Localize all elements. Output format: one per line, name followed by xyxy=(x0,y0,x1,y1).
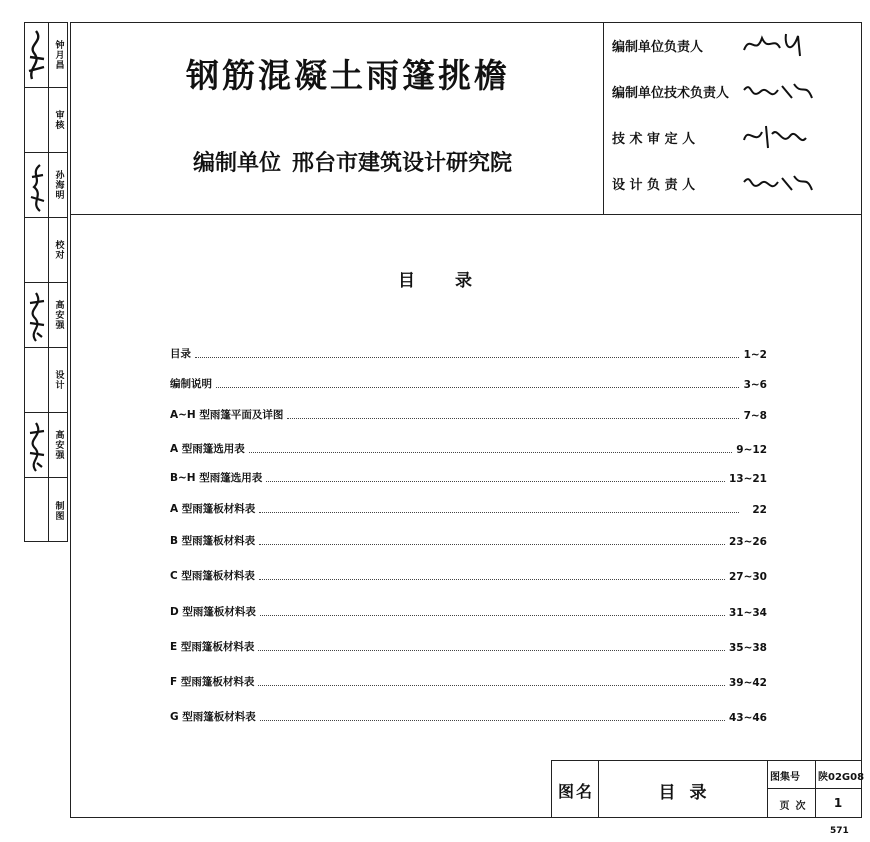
toc-entry-name: 编制说明 xyxy=(170,378,212,390)
toc-entry xyxy=(170,500,767,516)
toc-leader xyxy=(260,615,725,616)
signature-mark xyxy=(26,417,48,474)
signature-cell xyxy=(25,88,67,153)
toc-entry xyxy=(170,708,767,724)
toc-leader xyxy=(259,579,725,580)
toc-leader xyxy=(249,452,732,453)
responsible-row xyxy=(612,76,852,106)
toc-entry-name: A 型雨篷板材料表 xyxy=(170,503,256,515)
toc-entry xyxy=(170,440,767,456)
role-label: 审核 xyxy=(53,110,64,130)
signature-name: 孙海明 xyxy=(53,170,64,200)
signature-mark xyxy=(26,287,48,344)
signature-name: 高安强 xyxy=(53,430,64,460)
toc-entry-pages: 39~42 xyxy=(728,677,767,689)
toc-entry xyxy=(170,567,767,583)
signature-mark xyxy=(740,76,840,106)
toc-entry-pages: 35~38 xyxy=(728,642,767,654)
toc-entry xyxy=(170,673,767,689)
role-label: 制图 xyxy=(53,500,64,521)
toc-leader xyxy=(216,387,739,388)
toc-entry-pages: 27~30 xyxy=(728,571,767,583)
toc-entry xyxy=(170,375,767,391)
toc-entry xyxy=(170,638,767,654)
organization-label: 编制单位 xyxy=(193,151,282,176)
atlas-number: 陕02G08 xyxy=(818,772,865,783)
toc-entry xyxy=(170,603,767,619)
signature-cell xyxy=(25,23,67,88)
toc-entry-name: A 型雨篷选用表 xyxy=(170,443,245,455)
document-title: 钢筋混凝土雨篷挑檐 xyxy=(186,56,510,95)
signature-cell xyxy=(25,478,67,543)
title-block xyxy=(551,760,865,818)
responsible-label: 编制单位负责人 xyxy=(612,40,704,55)
toc-entry-name: 目录 xyxy=(170,348,191,360)
header-divider xyxy=(70,214,862,215)
toc-leader xyxy=(258,650,725,651)
signature-name: 高安强 xyxy=(53,300,64,330)
drawing-name: 目录 xyxy=(658,783,721,803)
toc-entry-name: G 型雨篷板材料表 xyxy=(170,711,256,723)
header-split-line xyxy=(603,22,604,214)
responsible-label: 编制单位技术负责人 xyxy=(612,86,730,101)
toc-entry-pages: 1~2 xyxy=(743,349,767,361)
toc-entry-name: A~H 型雨篷平面及详图 xyxy=(170,409,284,421)
toc-entry-name: C 型雨篷板材料表 xyxy=(170,570,255,582)
toc-entry-pages: 43~46 xyxy=(728,712,767,724)
signature-cell xyxy=(25,283,67,348)
toc-entry-pages: 22 xyxy=(752,504,767,516)
toc-entry-name: E 型雨篷板材料表 xyxy=(170,641,255,653)
role-label: 校对 xyxy=(53,240,64,260)
title-block-divider xyxy=(767,761,768,817)
toc-leader xyxy=(287,418,739,419)
toc-entry-pages: 3~6 xyxy=(743,379,767,391)
sheet-page-number: 1 xyxy=(833,796,843,810)
signature-mark xyxy=(26,27,48,84)
signature-mark xyxy=(740,122,840,152)
responsible-row xyxy=(612,30,852,60)
toc-leader xyxy=(195,357,739,358)
title-block-row-divider xyxy=(767,788,861,789)
toc-entry-pages: 7~8 xyxy=(743,410,767,422)
toc-entry-pages: 13~21 xyxy=(728,473,767,485)
signature-cell xyxy=(25,348,67,413)
toc-entry-name: B~H 型雨篷选用表 xyxy=(170,472,263,484)
atlas-number-label: 图集号 xyxy=(770,772,800,783)
signature-cell xyxy=(25,153,67,218)
drawing-name-label: 图名 xyxy=(558,782,595,801)
toc-entry-pages: 31~34 xyxy=(728,607,767,619)
signature-mark xyxy=(740,168,840,198)
toc-entry-pages: 9~12 xyxy=(736,444,767,456)
page-number: 571 xyxy=(830,826,849,836)
toc-entry xyxy=(170,406,767,422)
organization-name: 邢台市建筑设计研究院 xyxy=(292,151,513,176)
toc-leader xyxy=(260,720,725,721)
toc-entry-name: B 型雨篷板材料表 xyxy=(170,535,256,547)
toc-entry-pages: 23~26 xyxy=(728,536,767,548)
signature-mark xyxy=(26,157,48,214)
responsible-label: 设 计 负 责 人 xyxy=(612,178,696,193)
responsible-row xyxy=(612,168,852,198)
responsible-row xyxy=(612,122,852,152)
toc-entry xyxy=(170,532,767,548)
toc-entry-name: D 型雨篷板材料表 xyxy=(170,606,256,618)
signature-mark xyxy=(740,30,840,60)
page-label: 页次 xyxy=(779,801,812,812)
toc-entry xyxy=(170,345,767,361)
toc-leader xyxy=(258,685,725,686)
signature-name: 钟月昌 xyxy=(53,40,64,70)
toc-entry xyxy=(170,469,767,485)
toc-title: 目录 xyxy=(398,271,512,291)
role-label: 设计 xyxy=(53,370,64,390)
signature-cell xyxy=(25,413,67,478)
responsible-label: 技 术 审 定 人 xyxy=(612,132,696,147)
toc-leader xyxy=(259,544,725,545)
toc-leader xyxy=(259,512,739,513)
toc-leader xyxy=(266,481,725,482)
toc-entry-name: F 型雨篷板材料表 xyxy=(170,676,255,688)
